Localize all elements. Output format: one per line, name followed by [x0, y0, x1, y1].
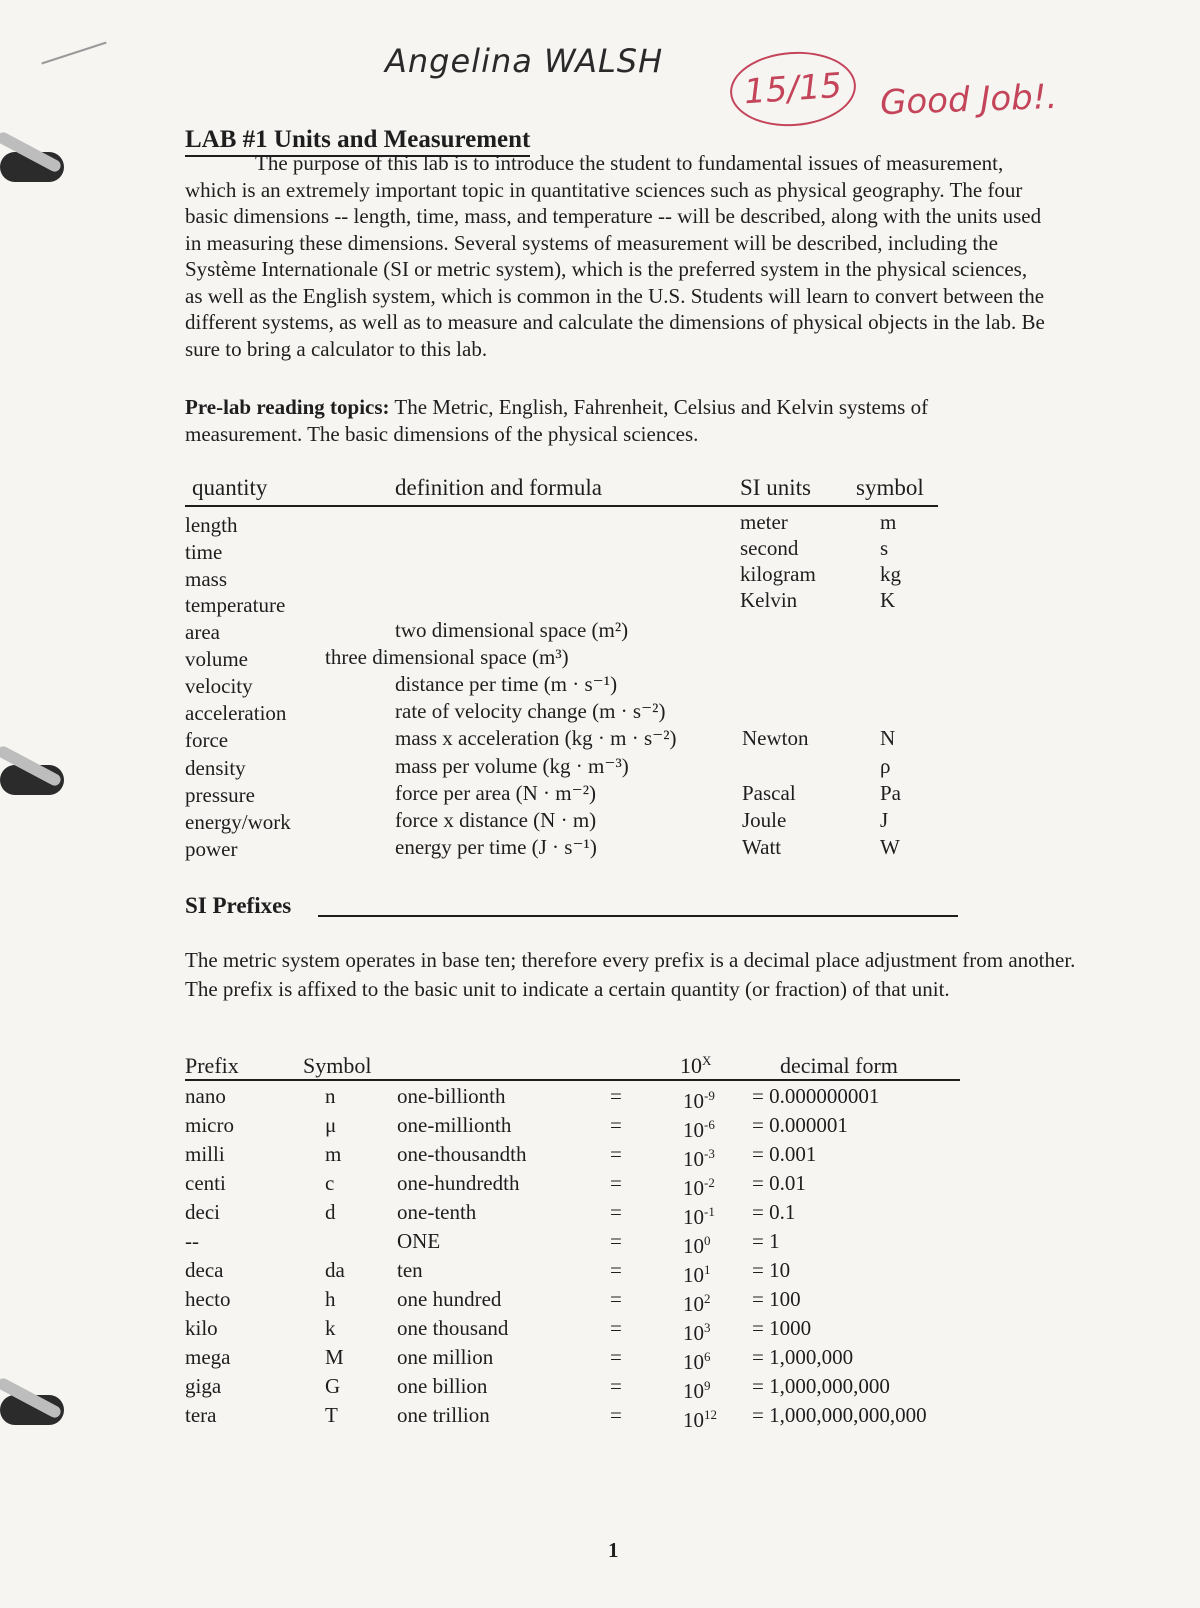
quantity-cell: pressure	[185, 783, 255, 807]
equals-sign: =	[610, 1345, 622, 1369]
equals-sign: =	[610, 1316, 622, 1340]
power-cell: $10^3$	[683, 1320, 711, 1345]
power-cell: $10^0$	[683, 1233, 711, 1258]
si-unit-cell: Pascal	[742, 781, 796, 805]
teacher-comment: Good Job!.	[879, 76, 1058, 124]
decimal-cell: = 1,000,000	[752, 1345, 854, 1369]
prefix-name-cell: one-hundredth	[397, 1171, 520, 1195]
quantity-cell: temperature	[185, 593, 286, 617]
si-unit-cell: Joule	[742, 808, 787, 832]
section-rule	[318, 915, 958, 917]
quantity-cell: length	[185, 513, 238, 537]
definition-cell: two dimensional space (m²)	[395, 618, 629, 642]
prefix-name-cell: one trillion	[397, 1403, 490, 1427]
prefix-cell: kilo	[185, 1316, 218, 1340]
prefix-cell: nano	[185, 1084, 226, 1108]
table-rule	[185, 1079, 960, 1081]
symbol-cell: kg	[880, 562, 901, 586]
power-cell: $10^{-1}$	[683, 1204, 715, 1229]
si-unit-cell: Newton	[742, 726, 809, 750]
quantity-cell: velocity	[185, 674, 253, 698]
symbol-cell: Pa	[880, 781, 901, 805]
quantity-cell: area	[185, 620, 220, 644]
equals-sign: =	[610, 1403, 622, 1427]
prefix-symbol-cell: G	[325, 1374, 341, 1398]
prefix-symbol-cell: T	[325, 1403, 338, 1427]
quantity-cell: volume	[185, 647, 248, 671]
quantity-cell: density	[185, 756, 246, 780]
decimal-cell: = 0.000001	[752, 1113, 848, 1137]
table-rule	[185, 505, 938, 507]
page-number: 1	[608, 1538, 619, 1562]
decimal-cell: = 0.001	[752, 1142, 817, 1166]
equals-sign: =	[610, 1113, 622, 1137]
prefix-cell: mega	[185, 1345, 231, 1369]
prefix-symbol-cell: d	[325, 1200, 336, 1224]
prefix-name-cell: ONE	[397, 1229, 441, 1253]
prefix-symbol-cell: n	[325, 1084, 336, 1108]
decimal-cell: = 0.01	[752, 1171, 806, 1195]
prefix-cell: deci	[185, 1200, 220, 1224]
lab-title: LAB #1 Units and Measurement	[185, 126, 530, 157]
symbol-cell: J	[880, 808, 889, 832]
symbol-cell: K	[880, 588, 896, 612]
header-power: $10^X$	[680, 1053, 712, 1078]
symbol-cell: N	[880, 726, 896, 750]
prefix-name-cell: one million	[397, 1345, 494, 1369]
si-unit-cell: Watt	[742, 835, 782, 859]
prefix-cell: centi	[185, 1171, 226, 1195]
symbol-cell: ρ	[880, 754, 891, 778]
prefix-symbol-cell: M	[325, 1345, 344, 1369]
power-cell: $10^1$	[683, 1262, 711, 1287]
decimal-cell: = 1	[752, 1229, 780, 1253]
header-prefix: Prefix	[185, 1053, 239, 1078]
prefix-name-cell: one thousand	[397, 1316, 509, 1340]
prefix-cell: giga	[185, 1374, 222, 1398]
header-decimal: decimal form	[780, 1053, 898, 1078]
prefix-symbol-cell: c	[325, 1171, 335, 1195]
definition-cell: force per area (N · m⁻²)	[395, 781, 597, 805]
pen-mark	[41, 42, 106, 65]
power-cell: $10^6$	[683, 1349, 711, 1374]
prefix-symbol-cell: k	[325, 1316, 336, 1340]
prefix-name-cell: one-tenth	[397, 1200, 477, 1224]
definition-cell: rate of velocity change (m · s⁻²)	[395, 699, 666, 723]
equals-sign: =	[610, 1142, 622, 1166]
equals-sign: =	[610, 1287, 622, 1311]
quantity-cell: force	[185, 728, 229, 752]
power-cell: $10^2$	[683, 1291, 711, 1316]
power-cell: $10^{-9}$	[683, 1088, 715, 1113]
intro-paragraph: The purpose of this lab is to introduce the student to fundamental issues of measurement, which is an extremely important topic in quantitative sciences such as physical geography. The four basic dimensions -- length, time, mass, and temperature -- will be described, along with the units used in measuring these dimensions. Several systems of measurement will be described, including the Système Internationale (SI or metric system), which is the preferred system in the physical sciences, as well as the English system, which is common in the U.S. Students will learn to convert between the different systems, as well as to measure and calculate the dimensions of physical objects in the lab. Be sure to bring a calculator to this lab.	[185, 151, 1045, 361]
prelab-text: The Metric, English, Fahrenheit, Celsius and Kelvin systems of measurement. The basic dimensions of the physical sciences.	[185, 395, 929, 446]
prefix-name-cell: ten	[397, 1258, 423, 1282]
equals-sign: =	[610, 1171, 622, 1195]
prefix-cell: milli	[185, 1142, 225, 1166]
symbol-cell: W	[880, 835, 900, 859]
prefix-cell: hecto	[185, 1287, 231, 1311]
prelab-paragraph	[185, 394, 1045, 447]
prefix-name-cell: one-billionth	[397, 1084, 506, 1108]
student-name: Angelina WALSH	[385, 42, 664, 80]
si-unit-cell: second	[740, 536, 799, 560]
symbol-cell: s	[880, 536, 889, 560]
prefix-symbol-cell: h	[325, 1287, 336, 1311]
definition-cell: three dimensional space (m³)	[325, 645, 569, 669]
definition-cell: mass x acceleration (kg · m · s⁻²)	[395, 726, 677, 750]
definition-cell: energy per time (J · s⁻¹)	[395, 835, 597, 859]
equals-sign: =	[610, 1229, 622, 1253]
equals-sign: =	[610, 1084, 622, 1108]
header-symbol: symbol	[856, 475, 924, 500]
decimal-cell: = 0.000000001	[752, 1084, 880, 1108]
definition-cell: force x distance (N · m)	[395, 808, 597, 832]
header-si-units: SI units	[740, 475, 811, 500]
prelab-label: Pre-lab reading topics:	[185, 395, 390, 419]
decimal-cell: = 1,000,000,000	[752, 1374, 890, 1398]
equals-sign: =	[610, 1374, 622, 1398]
header-quantity: quantity	[192, 475, 268, 500]
grade-score: 15/15	[728, 48, 859, 131]
section-heading: SI Prefixes	[185, 893, 292, 918]
quantity-cell: power	[185, 837, 238, 861]
si-unit-cell: Kelvin	[740, 588, 798, 612]
quantity-cell: time	[185, 540, 223, 564]
equals-sign: =	[610, 1258, 622, 1282]
decimal-cell: = 100	[752, 1287, 801, 1311]
quantity-cell: mass	[185, 567, 227, 591]
prefix-symbol-cell: da	[325, 1258, 345, 1282]
prefix-cell: micro	[185, 1113, 234, 1137]
header-definition: definition and formula	[395, 475, 602, 500]
prefix-cell: --	[185, 1229, 199, 1253]
power-cell: $10^{12}$	[683, 1407, 717, 1432]
prefix-name-cell: one-millionth	[397, 1113, 512, 1137]
power-cell: $10^{-3}$	[683, 1146, 715, 1171]
symbol-cell: m	[880, 510, 897, 534]
header-symbol: Symbol	[303, 1053, 372, 1078]
prefix-cell: tera	[185, 1403, 217, 1427]
prefix-description: The metric system operates in base ten; therefore every prefix is a decimal place adjustment from another. The prefix is affixed to the basic unit to indicate a certain quantity (or fraction) of that unit.	[185, 948, 1076, 1001]
prefix-symbol-cell: μ	[325, 1113, 337, 1137]
definition-cell: distance per time (m · s⁻¹)	[395, 672, 618, 696]
prefix-cell: deca	[185, 1258, 224, 1282]
decimal-cell: = 1,000,000,000,000	[752, 1403, 927, 1427]
power-cell: $10^{-6}$	[683, 1117, 715, 1142]
quantity-cell: energy/work	[185, 810, 291, 834]
prefix-name-cell: one billion	[397, 1374, 488, 1398]
decimal-cell: = 10	[752, 1258, 791, 1282]
prefix-symbol-cell: m	[325, 1142, 342, 1166]
equals-sign: =	[610, 1200, 622, 1224]
prefix-name-cell: one-thousandth	[397, 1142, 527, 1166]
si-unit-cell: meter	[740, 510, 788, 534]
power-cell: $10^{-2}$	[683, 1175, 715, 1200]
prefix-name-cell: one hundred	[397, 1287, 502, 1311]
power-cell: $10^9$	[683, 1378, 711, 1403]
decimal-cell: = 0.1	[752, 1200, 796, 1224]
quantity-cell: acceleration	[185, 701, 287, 725]
si-unit-cell: kilogram	[740, 562, 816, 586]
definition-cell: mass per volume (kg · m⁻³)	[395, 754, 629, 778]
decimal-cell: = 1000	[752, 1316, 812, 1340]
